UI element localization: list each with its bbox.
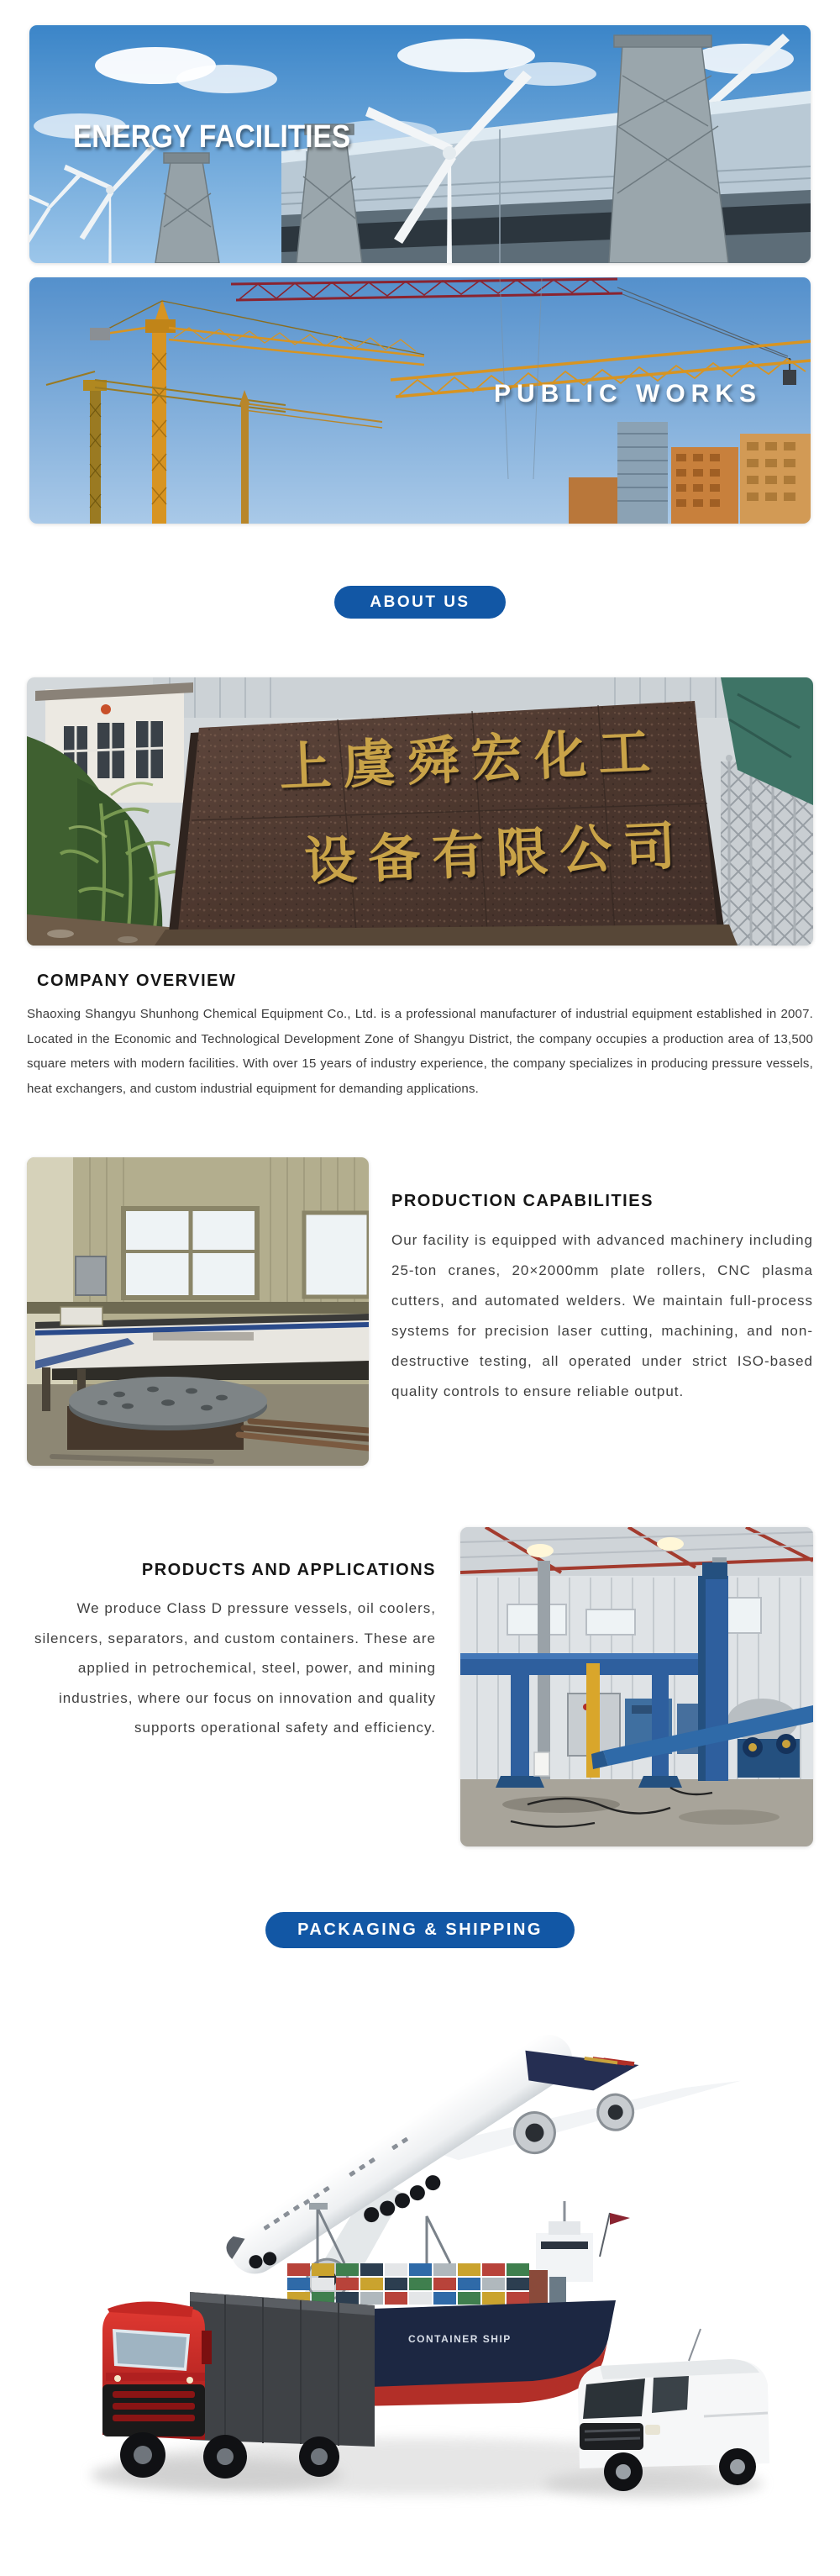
water-jug (534, 1752, 549, 1776)
floor-stain-2 (679, 1810, 780, 1825)
steel-plate-stack (67, 1377, 267, 1450)
products-workshop-illustration (460, 1527, 813, 1846)
banner-title-public-works: PUBLIC WORKS (494, 380, 762, 408)
energy-facilities-banner (29, 25, 811, 263)
products-applications-text (27, 1527, 460, 1846)
products-applications-heading: PRODUCTS AND APPLICATIONS (141, 1561, 436, 1579)
workshop-window (121, 1206, 369, 1300)
logistics-montage (66, 1996, 775, 2510)
van-antenna (689, 2329, 701, 2361)
bow-mast (600, 2213, 610, 2257)
company-overview-heading: COMPANY OVERVIEW (37, 972, 237, 990)
van-headlight (645, 2425, 660, 2435)
sign-text-line1: 上虞舜宏化工 (277, 720, 664, 798)
sign-text-line2: 设备有限公司 (302, 814, 689, 893)
bow-flag (610, 2213, 630, 2225)
products-workshop-photo (460, 1527, 813, 1846)
company-sign-photo (27, 677, 813, 946)
van-grille (580, 2423, 643, 2450)
production-capabilities-heading: PRODUCTION CAPABILITIES (391, 1192, 654, 1210)
production-capabilities-body: Our facility is equipped with advanced machinery including 25-ton cranes, 20×2000mm plate rollers, CNC plasma cutters, and automated welders. We maintain full-process systems for precision laser cutting, machining, and non-destructive testing, all operated under strict ISO-based quality controls to ensure reliable output. (391, 1232, 813, 1399)
ship-superstructure (536, 2201, 593, 2282)
public-works-banner (29, 277, 811, 524)
company-overview-body: Shaoxing Shangyu Shunhong Chemical Equipment Co., Ltd. is a professional manufacturer of industrial equipment established in 2007. Located in the Economic and Technological Development Zone of Shangyu District, the company occupies a production area of 13,500 square meters with modern facilities. With over 15 years of industry experience, the company specializes in producing pressure vessels, heat exchangers, and custom industrial equipment for demanding applications. (27, 1007, 813, 1096)
truck-cab (102, 2301, 212, 2440)
ship-containers (287, 2263, 566, 2305)
workshop-roof (460, 1527, 813, 1576)
production-workshop-photo (27, 1157, 369, 1466)
packaging-shipping-button[interactable]: PACKAGING & SHIPPING (265, 1912, 575, 1948)
logistics-illustration (66, 1996, 775, 2510)
company-overview-section (27, 972, 813, 1101)
red-truck (102, 2292, 375, 2479)
van-side-window (652, 2376, 689, 2413)
ship-name-label: CONTAINER SHIP (407, 2333, 512, 2345)
production-workshop-illustration (27, 1157, 369, 1466)
tank-roller-stand (738, 1734, 800, 1778)
about-us-button[interactable]: ABOUT US (334, 586, 506, 619)
products-applications-section (27, 1527, 813, 1846)
wall-cabinet (76, 1256, 106, 1295)
production-capabilities-section (27, 1157, 813, 1466)
van-windshield (583, 2378, 645, 2419)
production-capabilities-text (369, 1157, 813, 1466)
products-applications-body: We produce Class D pressure vessels, oil coolers, silencers, separators, and custom containers. These are applied in petrochemical, steel, power, and mining industries, where our focus on innovation and quality supports operational safety and efficiency. (34, 1600, 436, 1736)
company-sign-illustration (27, 677, 813, 946)
banner-title-energy-facilities: ENERGY FACILITIES (73, 119, 351, 155)
truck-trailer (190, 2292, 375, 2447)
